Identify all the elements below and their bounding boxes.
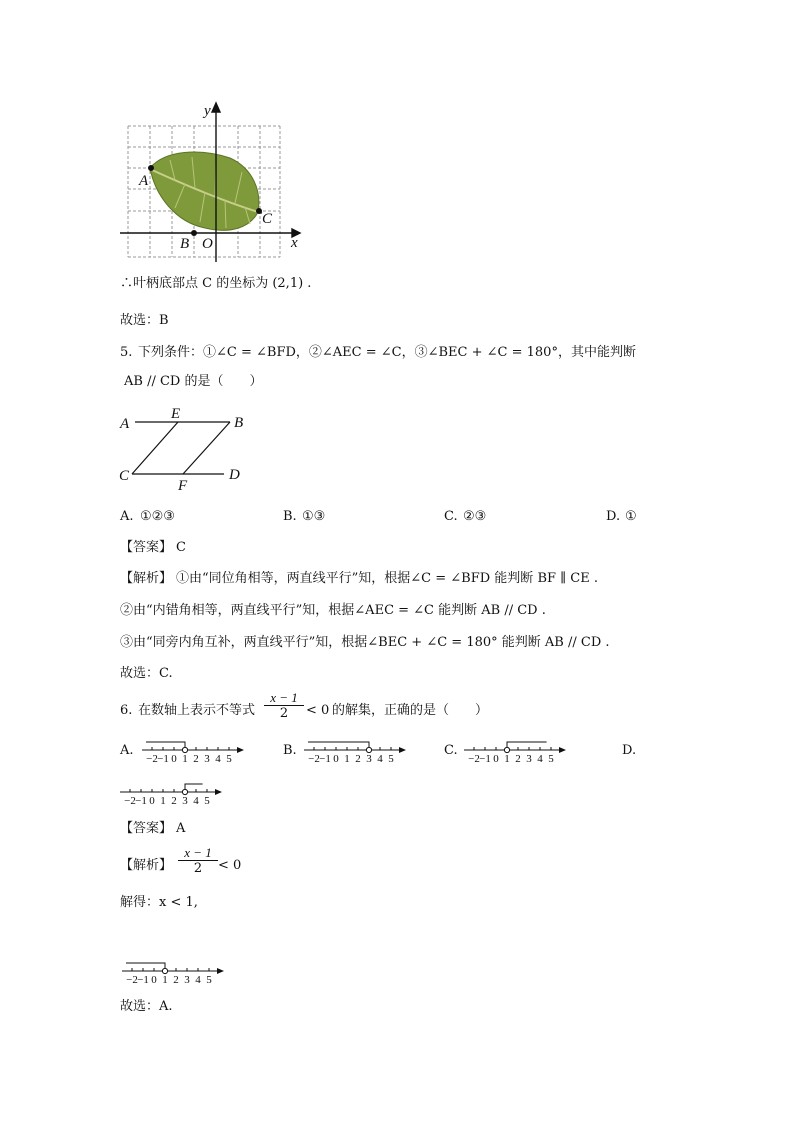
q5-parallelogram-figure [0,400,794,500]
q5-analysis-label: 【解析】 [120,571,173,586]
q6-numberline-b [302,734,422,764]
label-b: B [234,415,244,431]
numberline-tick-label: −1 [135,795,147,807]
q5-option-c-text: ②③ [463,509,487,524]
q6-option-b-letter: B. [283,743,297,758]
q5-analysis-3: ③由“同旁内角互补，两直线平行”知，根据∠BEC + ∠C = 180° 能判断 AB // CD . [120,635,610,650]
label-c: C [119,468,130,484]
q5-number: 5. [120,345,133,360]
point-b-label: B [180,236,190,252]
numberline-tick-label: −2 [468,753,480,765]
line-ce [132,422,178,474]
q6-numberline-a [140,734,260,764]
line-fb [183,422,230,474]
y-axis-arrow [212,103,220,112]
label-e: E [171,406,181,422]
numberline-tick-label: −2 [146,753,158,765]
point-a-dot [148,165,154,171]
numberline-tick-label: 2 [193,753,199,765]
numberline-tick-label: 1 [344,753,350,765]
point-a-label: A [139,173,149,189]
numberline-tick-label: −2 [308,753,320,765]
numberline-arrow [399,747,406,753]
q6-numberline-c [462,734,582,764]
numberline-tick-label: 3 [526,753,532,765]
q6-answer-label: 【答案】 [120,821,173,836]
q6-analysis-label: 【解析】 [120,858,173,873]
label-a: A [120,416,130,432]
numberline-tick-label: 5 [206,974,212,986]
q6-stem-pre: 在数轴上表示不等式 [138,703,256,718]
numberline-tick-label: 2 [173,974,179,986]
q5-option-a-letter: A. [120,509,134,524]
axis-y-label: y [204,103,211,119]
numberline-tick-label: 3 [184,974,190,986]
open-circle [182,789,187,794]
q5-option-c-letter: C. [444,509,458,524]
numberline-tick-label: 5 [388,753,394,765]
q6-option-c-letter: C. [444,743,458,758]
numberline-tick-label: 3 [182,795,188,807]
numberline-tick-label: 0 [151,974,157,986]
numberline-tick-label: 0 [493,753,499,765]
point-c-label: C [262,211,273,227]
q6-solve-line: 解得：x < 1, [120,895,198,910]
solution-ray [308,742,369,750]
q5-option-d-letter: D. [606,509,621,524]
leaf-blade [150,152,259,230]
q5-answer-label: 【答案】 [120,540,173,555]
numberline-tick-label: 1 [162,974,168,986]
q6-answer: A [176,821,186,836]
numberline-tick-label: 1 [160,795,166,807]
q5-stem-line2: AB // CD 的是（ ） [124,374,263,389]
q6-frac-denominator: 2 [279,706,289,721]
numberline-arrow [215,789,222,795]
numberline-tick-label: −1 [479,753,491,765]
label-d: D [229,467,240,483]
open-circle [182,747,187,752]
label-f: F [178,478,188,494]
numberline-tick-label: 5 [226,753,232,765]
numberline-arrow [217,968,224,974]
axis-x-label: x [291,235,298,251]
q6-numberline-d [118,776,238,806]
q6-analysis-frac-numerator: x − 1 [178,845,218,861]
q5-option-b-letter: B. [283,509,297,524]
q6-option-d-letter: D. [622,743,637,758]
q6-analysis-lt0: < 0 [218,858,242,873]
numberline-tick-label: 2 [515,753,521,765]
numberline-tick-label: 3 [366,753,372,765]
numberline-arrow [237,747,244,753]
q6-numberline-solution [120,955,250,985]
point-b-dot [191,230,197,236]
numberline-tick-label: 4 [537,753,543,765]
q6-analysis-frac-denominator: 2 [193,861,203,876]
q5-answer: C [176,540,186,555]
q5-analysis-1: ①由“同位角相等，两直线平行”知，根据∠C = ∠BFD 能判断 BF ∥ CE . [176,571,598,586]
q5-analysis-2: ②由“内错角相等，两直线平行”知，根据∠AEC = ∠C 能判断 AB // CD . [120,603,546,618]
leaf-image [150,152,262,230]
leaf-coordinate-figure [0,0,794,270]
numberline-tick-label: −2 [126,974,138,986]
q5-option-d-text: ① [625,509,637,524]
numberline-tick-label: 1 [182,753,188,765]
q6-select: 故选：A. [120,999,173,1014]
q6-frac-numerator: x − 1 [264,690,304,706]
open-circle [162,968,167,973]
numberline-tick-label: −2 [124,795,136,807]
q6-option-a-letter: A. [120,743,134,758]
solution-ray [507,742,547,750]
point-o-label: O [202,236,213,252]
numberline-tick-label: 0 [171,753,177,765]
q6-number: 6. [120,703,133,718]
q5-select: 故选：C. [120,666,173,681]
numberline-tick-label: −1 [319,753,331,765]
numberline-tick-label: 5 [204,795,210,807]
open-circle [504,747,509,752]
numberline-tick-label: 4 [377,753,383,765]
numberline-tick-label: 3 [204,753,210,765]
numberline-tick-label: −1 [137,974,149,986]
numberline-tick-label: 4 [193,795,199,807]
numberline-tick-label: 4 [215,753,221,765]
q6-fraction [264,690,304,721]
numberline-arrow [559,747,566,753]
open-circle [366,747,371,752]
numberline-tick-label: 0 [333,753,339,765]
q5-stem-line1: 下列条件：①∠C = ∠BFD，②∠AEC = ∠C，③∠BEC + ∠C = 180°，其中能判断 [138,345,636,360]
conclusion-line: ∴叶柄底部点 C 的坐标为 (2,1) . [120,276,312,291]
q5-option-b-text: ①③ [302,509,326,524]
numberline-tick-label: 4 [195,974,201,986]
q6-stem-lt0: < 0 [306,703,330,718]
q5-option-a-text: ①②③ [140,509,175,524]
q6-analysis-fraction [178,845,218,876]
select-answer-q4: 故选：B [120,313,169,328]
numberline-tick-label: 0 [149,795,155,807]
numberline-tick-label: 1 [504,753,510,765]
numberline-tick-label: 5 [548,753,554,765]
numberline-tick-label: 2 [171,795,177,807]
numberline-tick-label: 2 [355,753,361,765]
numberline-tick-label: −1 [157,753,169,765]
q6-stem-post: 的解集，正确的是（ ） [332,703,489,718]
